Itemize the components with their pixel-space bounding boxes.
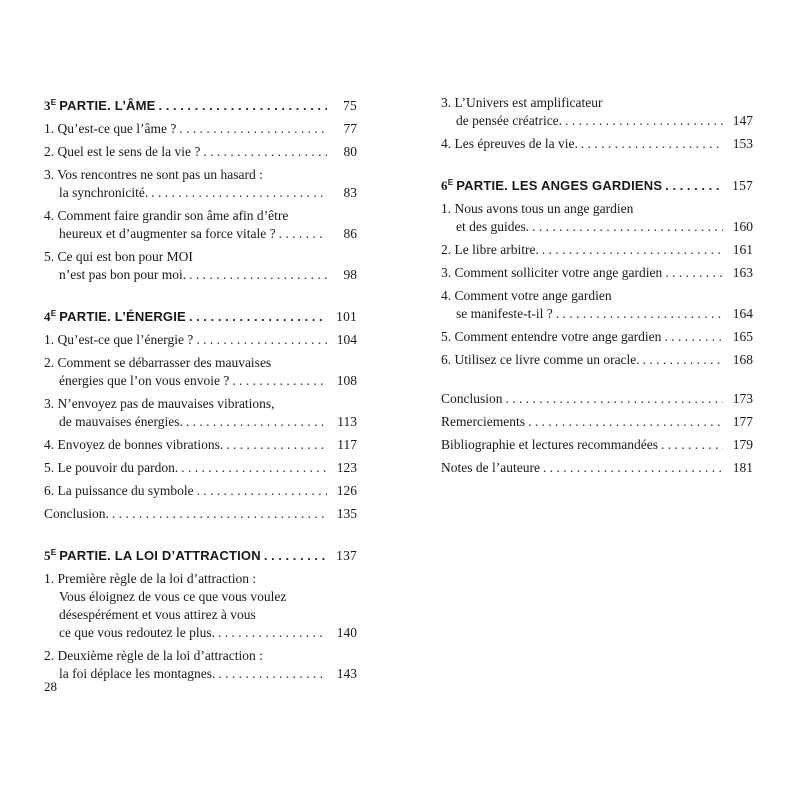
dot-leader (159, 97, 327, 115)
dot-leader (661, 436, 723, 454)
part-number-suffix: E (447, 178, 454, 187)
toc-entry[interactable] (44, 436, 357, 454)
page-ref: 113 (337, 414, 357, 429)
toc-entry[interactable] (441, 264, 753, 282)
dot-leader (581, 135, 723, 153)
entry-title-line: 6. La puissance du symbole (44, 483, 194, 498)
part-number: 3 (44, 98, 51, 113)
entry-title-line: n’est pas bon pour moi. (59, 267, 187, 282)
dot-leader (665, 264, 723, 282)
page-ref: 181 (732, 460, 753, 475)
part-title-text: PARTIE. LA LOI D’ATTRACTION (59, 548, 261, 563)
page-ref: 140 (336, 625, 357, 640)
toc-entry[interactable] (44, 482, 357, 500)
toc-part-heading[interactable] (44, 544, 357, 565)
toc-entry[interactable] (441, 94, 753, 130)
entry-title-line: énergies que l’on vous envoie ? (59, 373, 230, 388)
part-title-text: PARTIE. L’ÉNERGIE (59, 309, 186, 324)
dot-leader (151, 184, 327, 202)
toc-part-heading[interactable] (44, 305, 357, 326)
dot-leader (264, 547, 327, 565)
page-ref: 137 (336, 548, 357, 563)
dot-leader (664, 328, 723, 346)
entry-title-line: de mauvaises énergies. (59, 414, 183, 429)
page-ref: 165 (732, 329, 753, 344)
section-spacer (44, 289, 357, 305)
page-ref: 86 (343, 226, 357, 241)
entry-title-line: 4. Envoyez de bonnes vibrations. (44, 437, 224, 452)
entry-title-line: désespérément et vous attirez à vous (59, 607, 256, 622)
toc-entry[interactable] (44, 207, 357, 243)
part-number: 6 (441, 178, 448, 193)
entry-title-line: 2. Le libre arbitre. (441, 242, 539, 257)
page-ref: 143 (336, 666, 357, 681)
dot-leader (665, 177, 723, 195)
entry-title-line: Notes de l’auteure (441, 460, 540, 475)
part-title-text: PARTIE. L’ÂME (59, 98, 156, 113)
dot-leader (179, 120, 327, 138)
toc-entry[interactable] (441, 328, 753, 346)
entry-title-line: de pensée créatrice. (456, 113, 563, 128)
dot-leader (528, 413, 723, 431)
entry-title-line: 4. Les épreuves de la vie. (441, 136, 578, 151)
entry-title-line: Vous éloignez de vous ce que vous voulez (59, 589, 287, 604)
toc-entry[interactable] (44, 120, 357, 138)
dot-leader (186, 413, 327, 431)
toc-entry[interactable] (441, 351, 753, 369)
entry-title-line: 1. Qu’est-ce que l’énergie ? (44, 332, 194, 347)
entry-title-line: 3. Comment solliciter votre ange gardien (441, 265, 663, 280)
toc-entry[interactable] (44, 505, 357, 523)
entry-title-line: 5. Le pouvoir du pardon. (44, 460, 179, 475)
entry-title-line: Bibliographie et lectures recommandées (441, 437, 659, 452)
entry-title-line: 4. Comment votre ange gardien (441, 288, 612, 303)
part-title (44, 544, 261, 565)
toc-entry[interactable] (44, 570, 357, 642)
dot-leader (532, 218, 723, 236)
dot-leader (232, 372, 327, 390)
page-ref: 173 (732, 391, 753, 406)
dot-leader (196, 331, 327, 349)
entry-title-line: 1. Nous avons tous un ange gardien (441, 201, 634, 216)
toc-entry[interactable] (441, 200, 753, 236)
dot-leader (506, 390, 723, 408)
toc-right-column (441, 94, 753, 482)
page-ref: 108 (336, 373, 357, 388)
entry-title-line: 3. L’Univers est amplificateur (441, 95, 603, 110)
toc-part-heading[interactable] (44, 94, 357, 115)
page-ref: 101 (336, 309, 357, 324)
entry-title-line: 6. Utilisez ce livre comme un oracle. (441, 352, 640, 367)
dot-leader (112, 505, 327, 523)
page-ref: 77 (343, 121, 357, 136)
page-ref: 117 (337, 437, 357, 452)
entry-title-line: et des guides. (456, 219, 530, 234)
dot-leader (197, 482, 327, 500)
part-title (441, 174, 662, 195)
toc-entry[interactable] (441, 241, 753, 259)
page-ref: 160 (732, 219, 753, 234)
page-ref: 104 (336, 332, 357, 347)
section-spacer (441, 158, 753, 174)
page-ref: 157 (732, 178, 753, 193)
page-ref: 161 (732, 242, 753, 257)
toc-entry[interactable] (44, 166, 357, 202)
toc-entry[interactable] (44, 647, 357, 683)
dot-leader (542, 241, 723, 259)
dot-leader (218, 624, 327, 642)
entry-title-line: 2. Deuxième règle de la loi d’attraction : (44, 648, 263, 663)
entry-title-line: 2. Comment se débarrasser des mauvaises (44, 355, 272, 370)
toc-entry[interactable] (441, 436, 753, 454)
section-spacer (44, 528, 357, 544)
toc-entry[interactable] (44, 354, 357, 390)
entry-title-line: 5. Comment entendre votre ange gardien (441, 329, 662, 344)
entry-title-line: se manifeste-t-il ? (456, 306, 553, 321)
part-number-suffix: E (50, 548, 57, 557)
entry-title-line: 5. Ce qui est bon pour MOI (44, 249, 193, 264)
page-ref: 83 (343, 185, 357, 200)
page-ref: 75 (343, 98, 357, 113)
dot-leader (556, 305, 723, 323)
toc-left-column (44, 94, 357, 688)
page-ref: 80 (343, 144, 357, 159)
toc-part-heading[interactable] (441, 174, 753, 195)
dot-leader (189, 308, 327, 326)
dot-leader (543, 459, 723, 477)
page-number: 28 (44, 679, 57, 694)
dot-leader (203, 143, 327, 161)
toc-entry[interactable] (441, 135, 753, 153)
toc-entry[interactable] (441, 287, 753, 323)
dot-leader (189, 266, 327, 284)
toc-entry[interactable] (44, 248, 357, 284)
toc-entry[interactable] (44, 143, 357, 161)
entry-title-line: ce que vous redoutez le plus. (59, 625, 215, 640)
toc-entry[interactable] (441, 413, 753, 431)
entry-title-line: Conclusion. (44, 506, 109, 521)
toc-entry[interactable] (441, 459, 753, 477)
part-number: 5 (44, 548, 51, 563)
dot-leader (643, 351, 723, 369)
page-ref: 164 (732, 306, 753, 321)
entry-title-line: Conclusion (441, 391, 503, 406)
entry-title-line: 3. Vos rencontres ne sont pas un hasard : (44, 167, 263, 182)
page-ref: 123 (336, 460, 357, 475)
entry-title-line: la synchronicité. (59, 185, 149, 200)
dot-leader (226, 436, 327, 454)
part-number-suffix: E (50, 98, 57, 107)
part-title (44, 305, 186, 326)
page-ref: 168 (732, 352, 753, 367)
toc-entry[interactable] (44, 331, 357, 349)
toc-entry[interactable] (44, 395, 357, 431)
entry-title-line: Remerciements (441, 414, 525, 429)
page-ref: 135 (336, 506, 357, 521)
page-ref: 179 (732, 437, 753, 452)
part-title (44, 94, 156, 115)
entry-title-line: 4. Comment faire grandir son âme afin d’être (44, 208, 289, 223)
dot-leader (565, 112, 723, 130)
entry-title-line: 2. Quel est le sens de la vie ? (44, 144, 201, 159)
page-ref: 126 (336, 483, 357, 498)
entry-title-line: 1. Première règle de la loi d’attraction : (44, 571, 257, 586)
toc-entry[interactable] (441, 390, 753, 408)
page-ref: 147 (732, 113, 753, 128)
entry-title-line: heureux et d’augmenter sa force vitale ? (59, 226, 276, 241)
part-title-text: PARTIE. LES ANGES GARDIENS (456, 178, 663, 193)
entry-title-line: 3. N’envoyez pas de mauvaises vibrations, (44, 396, 275, 411)
dot-leader (218, 665, 327, 683)
page-ref: 163 (732, 265, 753, 280)
dot-leader (181, 459, 327, 477)
part-number: 4 (44, 309, 51, 324)
page-ref: 153 (732, 136, 753, 151)
section-spacer (441, 374, 753, 390)
page-ref: 177 (732, 414, 753, 429)
toc-entry[interactable] (44, 459, 357, 477)
entry-title-line: la foi déplace les montagnes. (59, 666, 216, 681)
page-ref: 98 (343, 267, 357, 282)
part-number-suffix: E (50, 309, 57, 318)
entry-title-line: 1. Qu’est-ce que l’âme ? (44, 121, 177, 136)
dot-leader (279, 225, 327, 243)
